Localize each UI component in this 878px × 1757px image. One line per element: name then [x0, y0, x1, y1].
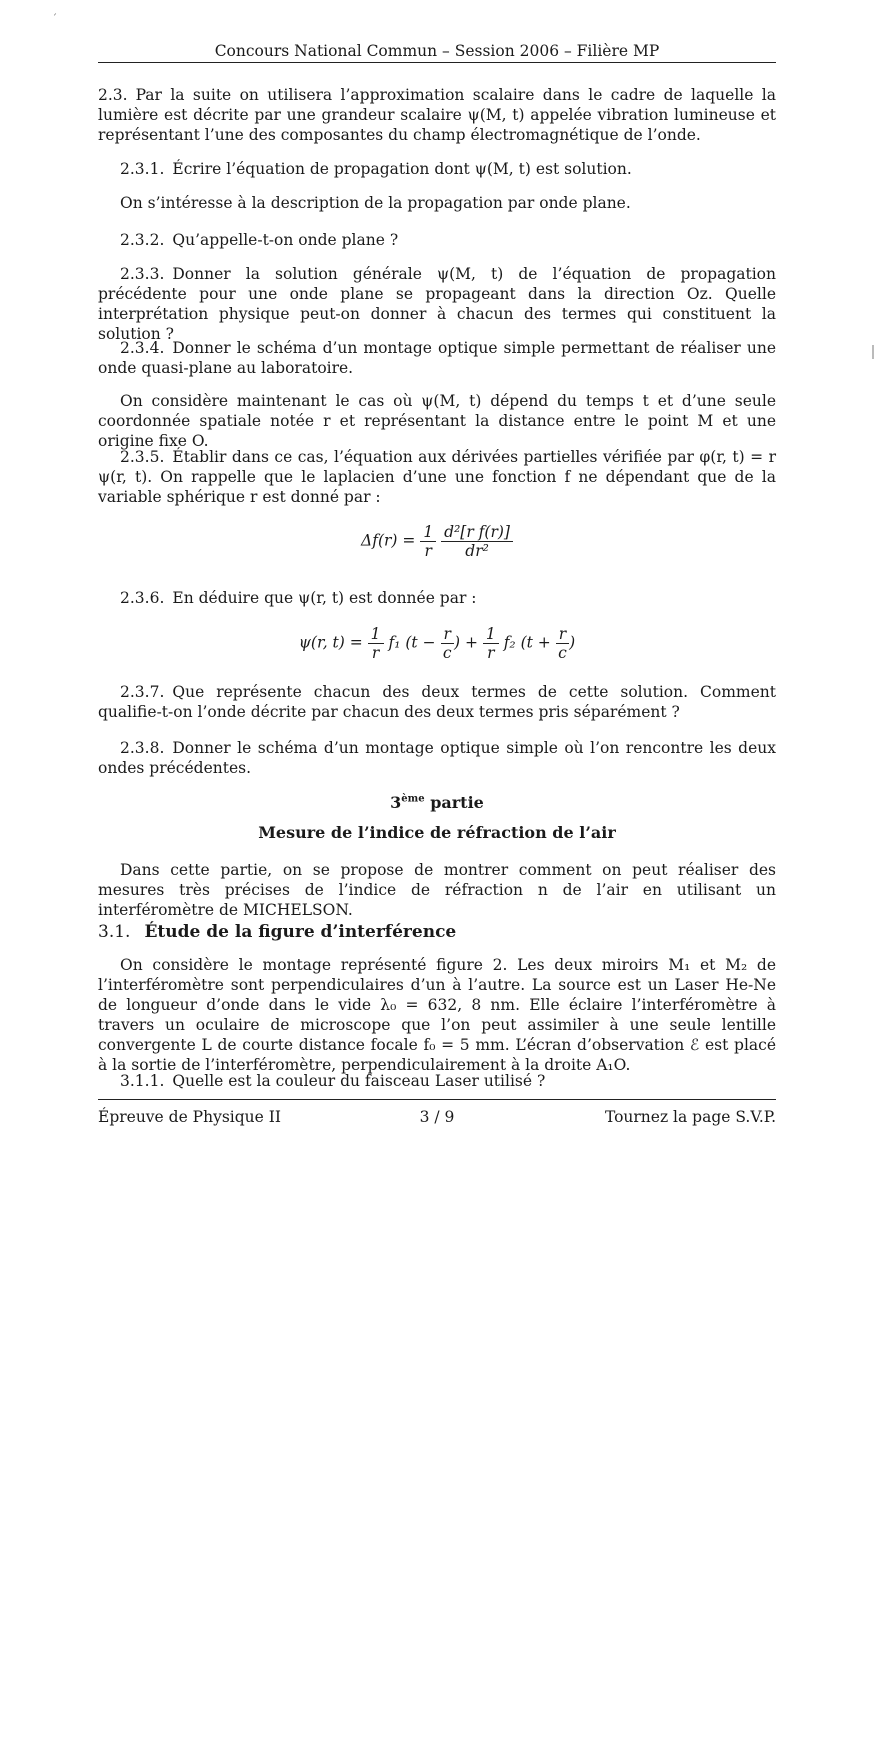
function-f1: f₁ — [388, 633, 401, 652]
laplacian-equation — [98, 523, 776, 560]
question-number: 2.3.7. — [120, 683, 165, 701]
solution-equation — [98, 625, 776, 662]
footer-rule — [98, 1099, 776, 1100]
question-2-3-5 — [98, 447, 776, 507]
question-text: Donner le schéma d’un montage optique simple où l’on rencontre les deux ondes précédentes. — [98, 739, 776, 777]
section-2-3 — [98, 85, 776, 145]
argument-open: (t + — [520, 633, 551, 652]
equation-lhs: Δf(r) = — [361, 531, 416, 550]
denominator: r — [371, 644, 380, 662]
section-3-1-text: On considère le montage représenté figure 2. Les deux miroirs M₁ et M₂ de l’interféromètre sont perpendiculaires d’un à l’autre. La source est un Laser He-Ne de longueur d’onde dans le vide λ₀ = 632, 8 nm. Elle éclaire l’interféromètre à travers un oculaire de microscope que l’on peut assimiler à une seule lentille convergente L de courte distance focale f₀ = 5 mm. L’écran d’observation ℰ est placé à la sortie de l’interféromètre, perpendiculairement à la droite A₁O. — [98, 956, 776, 1074]
question-2-3-6 — [98, 588, 776, 608]
denominator: r — [424, 542, 432, 560]
question-number: 2.3.1. — [120, 160, 165, 178]
question-2-3-2 — [98, 230, 776, 250]
question-number: 2.3.4. — [120, 339, 165, 357]
section-title: Étude de la figure d’interférence — [144, 922, 457, 942]
question-text: Donner la solution générale ψ(M, t) de l’équation de propagation précédente pour une onde plane se propageant dans la direction Oz. Quelle interprétation physique peut-on donner à chacun des termes qui constituent la solution ? — [98, 265, 776, 343]
footer-right: Tournez la page S.V.P. — [604, 1108, 776, 1126]
section-number: 3.1. — [98, 922, 131, 942]
paragraph-spherical: On considère maintenant le cas où ψ(M, t) dépend du temps t et d’une seule coordonnée spatiale notée r et représentant la distance entre le point M et une origine fixe O. — [98, 392, 776, 450]
page-header: Concours National Commun – Session 2006 – Filière MP — [214, 42, 660, 60]
section-number: 2.3. — [98, 86, 128, 104]
question-3-1-1 — [98, 1071, 776, 1091]
question-text: Donner le schéma d’un montage optique simple permettant de réaliser une onde quasi-plane au laboratoire. — [98, 339, 776, 377]
question-number: 3.1.1. — [120, 1072, 165, 1090]
function-f2: f₂ — [503, 633, 516, 652]
fraction — [441, 523, 513, 560]
margin-mark — [872, 345, 874, 359]
numerator: r — [441, 625, 454, 644]
question-text: En déduire que ψ(r, t) est donnée par : — [172, 589, 477, 607]
footer-left: Épreuve de Physique II — [98, 1108, 282, 1126]
question-number: 2.3.3. — [120, 265, 165, 283]
part-number: 3 — [390, 793, 402, 812]
part-superscript: ème — [401, 793, 425, 805]
denominator: dr² — [465, 542, 489, 560]
part-title: Mesure de l’indice de réfraction de l’air — [258, 823, 616, 842]
argument-open: (t − — [405, 633, 436, 652]
header-rule — [98, 62, 776, 63]
question-number: 2.3.6. — [120, 589, 165, 607]
argument-close: ) — [569, 633, 576, 652]
corner-mark: ´ — [52, 14, 57, 25]
question-number: 2.3.8. — [120, 739, 165, 757]
numerator: 1 — [368, 625, 384, 644]
fraction — [420, 523, 436, 560]
denominator: c — [558, 644, 567, 662]
paragraph-plane-wave: On s’intéresse à la description de la propagation par onde plane. — [120, 194, 631, 212]
denominator: r — [487, 644, 495, 662]
question-text: Quelle est la couleur du faisceau Laser utilisé ? — [172, 1072, 546, 1090]
question-2-3-4 — [98, 338, 776, 378]
question-2-3-8 — [98, 738, 776, 778]
question-text: Qu’appelle-t-on onde plane ? — [172, 231, 399, 249]
section-2-3-text: Par la suite on utilisera l’approximation scalaire dans le cadre de laquelle la lumière est décrite par une grandeur scalaire ψ(M, t) appelée vibration lumineuse et représentant l’une des composantes du champ électromagnétique de l’onde. — [98, 86, 776, 144]
part-heading — [98, 793, 776, 812]
fraction — [441, 625, 454, 662]
section-3-1-heading — [98, 922, 456, 942]
question-2-3-1 — [98, 159, 776, 179]
page-number: 3 / 9 — [419, 1108, 455, 1126]
numerator: r — [556, 625, 569, 644]
denominator: c — [442, 644, 452, 662]
question-2-3-7 — [98, 682, 776, 722]
numerator: 1 — [420, 523, 436, 542]
question-text: Que représente chacun des deux termes de cette solution. Comment qualifie-t-on l’onde décrite par chacun des deux termes pris séparément ? — [98, 683, 776, 721]
part-word: partie — [430, 793, 484, 812]
exam-page — [98, 0, 776, 1757]
numerator: 1 — [483, 625, 499, 644]
fraction — [368, 625, 384, 662]
plus-sign: + — [464, 633, 478, 652]
equation-lhs: ψ(r, t) = — [298, 633, 363, 652]
question-text: Établir dans ce cas, l’équation aux dérivées partielles vérifiée par φ(r, t) = r ψ(r, t). On rappelle que le laplacien d’une une fonction f ne dépendant que de la variable sphérique r est donné par : — [98, 448, 776, 506]
question-number: 2.3.2. — [120, 231, 165, 249]
numerator: d²[r f(r)] — [441, 523, 513, 542]
argument-close: ) — [453, 633, 460, 652]
question-text: Écrire l’équation de propagation dont ψ(M, t) est solution. — [172, 160, 632, 178]
part-intro: Dans cette partie, on se propose de montrer comment on peut réaliser des mesures très précises de l’indice de réfraction n de l’air en utilisant un interféromètre de MICHELSON. — [98, 861, 776, 919]
fraction — [483, 625, 499, 662]
question-2-3-3 — [98, 264, 776, 344]
question-number: 2.3.5. — [120, 448, 165, 466]
fraction — [556, 625, 569, 662]
